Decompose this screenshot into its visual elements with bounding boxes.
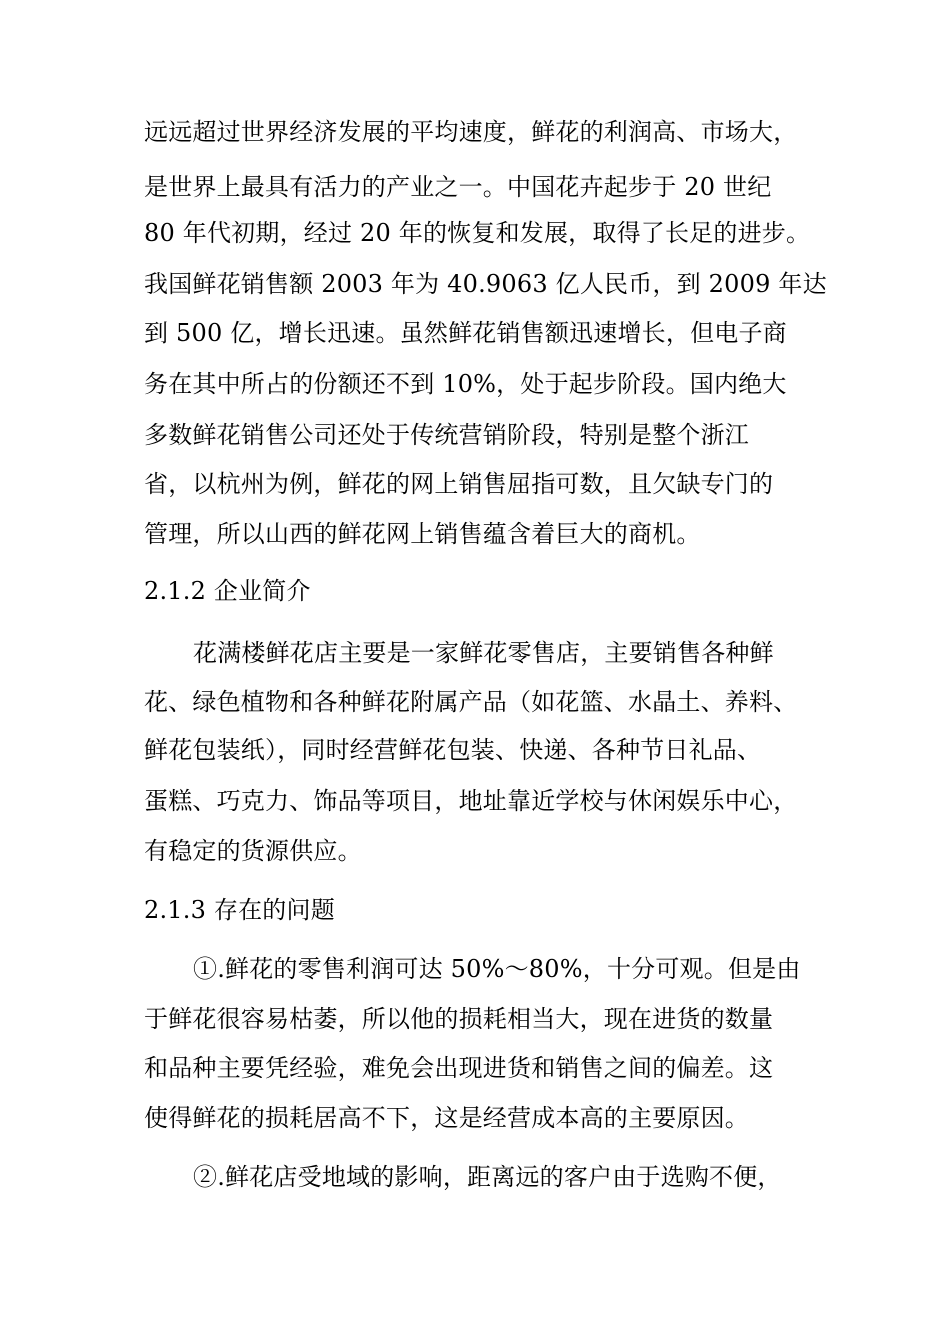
text-line: 管理，所以山西的鲜花网上销售蕴含着巨大的商机。 bbox=[144, 520, 701, 548]
text-line: 于鲜花很容易枯萎，所以他的损耗相当大，现在进货的数量 bbox=[144, 1005, 774, 1033]
text-line: 鲜花包装纸），同时经营鲜花包装、快递、各种节日礼品、 bbox=[144, 736, 762, 764]
text-line: 和品种主要凭经验，难免会出现进货和销售之间的偏差。这 bbox=[144, 1054, 774, 1082]
text-line: 是世界上最具有活力的产业之一。中国花卉起步于 20 世纪 bbox=[144, 173, 772, 201]
text-line: 省，以杭州为例，鲜花的网上销售屈指可数，且欠缺专门的 bbox=[144, 470, 774, 498]
text-line: 蛋糕、巧克力、饰品等项目，地址靠近学校与休闲娱乐中心， bbox=[144, 787, 798, 815]
text-line: 远远超过世界经济发展的平均速度，鲜花的利润高、市场大， bbox=[144, 118, 798, 146]
section-heading-2-1-2: 2.1.2 企业简介 bbox=[144, 577, 311, 605]
text-line: 80 年代初期，经过 20 年的恢复和发展，取得了长足的进步。 bbox=[144, 219, 811, 247]
text-line: ①.鲜花的零售利润可达 50%～80%，十分可观。但是由 bbox=[193, 955, 801, 983]
text-line: 多数鲜花销售公司还处于传统营销阶段，特别是整个浙江 bbox=[144, 421, 749, 449]
text-line: 务在其中所占的份额还不到 10%，处于起步阶段。国内绝大 bbox=[144, 370, 787, 398]
text-line: 花满楼鲜花店主要是一家鲜花零售店，主要销售各种鲜 bbox=[193, 639, 774, 667]
text-line: 有稳定的货源供应。 bbox=[144, 837, 362, 865]
text-line: 花、绿色植物和各种鲜花附属产品（如花篮、水晶土、养料、 bbox=[144, 688, 798, 716]
text-line: ②.鲜花店受地域的影响，距离远的客户由于选购不便， bbox=[193, 1163, 782, 1191]
text-line: 使得鲜花的损耗居高不下，这是经营成本高的主要原因。 bbox=[144, 1104, 749, 1132]
text-line: 我国鲜花销售额 2003 年为 40.9063 亿人民币，到 2009 年达 bbox=[144, 270, 827, 298]
section-heading-2-1-3: 2.1.3 存在的问题 bbox=[144, 896, 335, 924]
text-line: 到 500 亿，增长迅速。虽然鲜花销售额迅速增长，但电子商 bbox=[144, 319, 787, 347]
